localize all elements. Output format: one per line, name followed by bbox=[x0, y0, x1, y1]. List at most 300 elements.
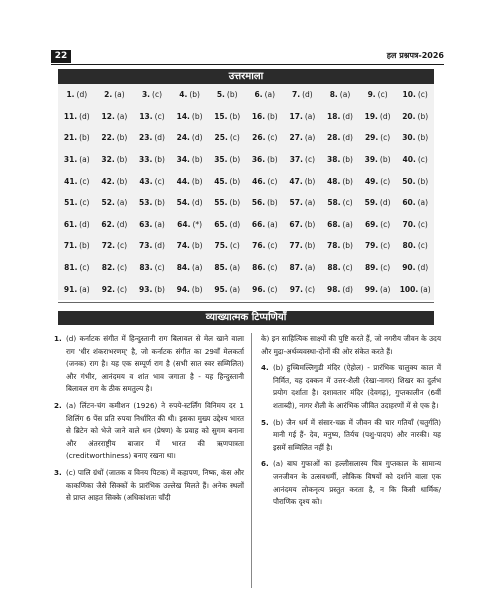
answer-option: (a) bbox=[264, 90, 276, 100]
column-divider bbox=[251, 333, 252, 588]
note-number: 4. bbox=[261, 363, 269, 373]
answer-option: (c) bbox=[152, 90, 163, 100]
answer-number: 72. bbox=[101, 241, 116, 251]
answer-option: (d) bbox=[79, 111, 90, 121]
answer-number: 15. bbox=[214, 111, 228, 121]
answer-item bbox=[321, 149, 359, 171]
answer-item bbox=[58, 84, 96, 106]
note-item bbox=[54, 400, 244, 463]
answer-key-grid bbox=[58, 84, 434, 300]
answer-item bbox=[96, 149, 134, 171]
answer-item bbox=[133, 257, 171, 279]
answer-item bbox=[321, 192, 359, 214]
answer-number: 33. bbox=[139, 155, 153, 165]
answer-number: 20. bbox=[402, 111, 416, 121]
answer-option: (b) bbox=[304, 241, 316, 251]
note-text: (b) हुच्चिमल्लिगुडी मंदिर (ऐहोल) - प्रारंभिक चालुक्य काल में निर्मित, यह दक्कन में उत्तर-शैली (रेखा-नागर) शिखर का दुर्लभ प्रयोग दर्शाता है। दशावतार मंदिर (देवगढ़), गुप्तकालीन (6वीं शताब्दी), नागर शैली के आरंभिक जीवित उदाहरणों में से एक है। bbox=[273, 363, 441, 410]
answer-option: (a) bbox=[304, 133, 316, 143]
answer-number: 31. bbox=[63, 155, 78, 165]
answer-item bbox=[58, 278, 96, 300]
answer-item bbox=[96, 170, 134, 192]
answer-option: (c) bbox=[305, 155, 316, 165]
answer-number: 45. bbox=[214, 176, 228, 186]
answer-item bbox=[133, 170, 171, 192]
answer-option: (b) bbox=[267, 155, 278, 165]
answer-number: 9. bbox=[367, 90, 376, 100]
answer-number: 50. bbox=[402, 176, 416, 186]
answer-option: (b) bbox=[229, 155, 241, 165]
answer-number: 46. bbox=[252, 176, 266, 186]
answer-item bbox=[58, 214, 96, 236]
answer-item bbox=[321, 235, 359, 257]
answer-option: (c) bbox=[380, 241, 391, 251]
answer-key-title: उत्तरमाला bbox=[58, 69, 434, 84]
answer-item bbox=[359, 149, 397, 171]
answer-item bbox=[246, 257, 284, 279]
answer-option: (c) bbox=[342, 263, 353, 273]
answer-item bbox=[133, 235, 171, 257]
answer-item bbox=[246, 170, 284, 192]
answer-number: 83. bbox=[139, 263, 153, 273]
answer-item bbox=[208, 127, 246, 149]
answer-option: (b) bbox=[267, 111, 278, 121]
answer-number: 69. bbox=[364, 219, 379, 229]
answer-number: 68. bbox=[327, 219, 341, 229]
running-header: हल प्रश्नपत्र-2026 bbox=[386, 51, 444, 60]
note-text: (d) कर्नाटक संगीत में हिन्दुस्तानी राग बिलावल से मेल खाने वाला राग 'धीर शंकराभरणम्' है, जो कर्नाटक संगीत का 29वाँ मेलकर्ता (जनक) राग है। यह एक सम्पूर्ण राग है (सभी सात स्वर सम्मिलित) और गंभीर, आनंदमय व शांत भाव जगाता है - यह हिन्दुस्तानी बिलावल राग के ठीक समतुल्य है। bbox=[66, 334, 244, 394]
answer-option: (c) bbox=[117, 241, 128, 251]
answer-item bbox=[133, 127, 171, 149]
answer-item bbox=[359, 235, 397, 257]
answer-option: (c) bbox=[117, 263, 128, 273]
answer-option: (b) bbox=[116, 155, 128, 165]
answer-option: (a) bbox=[79, 284, 90, 294]
answer-option: (b) bbox=[229, 198, 241, 208]
answer-item bbox=[171, 106, 209, 128]
answer-item bbox=[396, 149, 434, 171]
notes-title: व्याख्यात्मक टिप्पणियाँ bbox=[58, 311, 434, 325]
answer-option: (b) bbox=[417, 133, 429, 143]
note-text: (a) लिंटन-चंग कमीशन (1926) ने रुपये-स्टर्लिंग विनिमय दर 1 शिलिंग 6 पेंस प्रति रुपया निर्धारित की थी। इसका मुख्य उद्देश्य भारत से ब्रिटेन को भेजे जाने वाले धन (प्रेषण) के प्रवाह को सुगम बनाना और अंतरराष्ट्रीय बाजार में भारत की ऋणपात्रता (creditworthiness) बनाए रखना था। bbox=[66, 400, 244, 461]
answer-item bbox=[396, 106, 434, 128]
answer-option: (c) bbox=[154, 111, 165, 121]
answer-option: (d) bbox=[116, 219, 128, 229]
answer-option: (a) bbox=[342, 219, 353, 229]
answer-option: (a) bbox=[417, 198, 429, 208]
answer-item bbox=[284, 278, 322, 300]
note-text: (a) बाघ गुफाओं का हल्लीसलास्य चित्र गुप्तकाल के सामान्य जनजीवन के उत्सवधर्मी, लौकिक विषयों को दर्शाने वाला एक आनंदमय लोकनृत्य प्रस्तुत करता है, न कि किसी धार्मिक/पौराणिक दृश्य को। bbox=[273, 459, 441, 507]
answer-option: (c) bbox=[79, 176, 90, 186]
answer-option: (b) bbox=[191, 176, 203, 186]
answer-item bbox=[96, 127, 134, 149]
answer-item bbox=[133, 84, 171, 106]
answer-item bbox=[171, 278, 209, 300]
answer-option: (b) bbox=[116, 133, 128, 143]
answer-option: (d) bbox=[79, 219, 90, 229]
answer-option: (d) bbox=[302, 90, 313, 100]
answer-option: (c) bbox=[117, 284, 128, 294]
answer-option: (c) bbox=[79, 263, 90, 273]
note-item bbox=[54, 467, 244, 505]
answer-option: (d) bbox=[379, 198, 391, 208]
answer-item bbox=[171, 257, 209, 279]
answer-number: 80. bbox=[402, 241, 416, 251]
answer-number: 52. bbox=[101, 198, 115, 208]
answer-item bbox=[321, 257, 359, 279]
answer-number: 29. bbox=[364, 133, 379, 143]
answer-option: (a) bbox=[339, 90, 351, 100]
answer-option: (b) bbox=[79, 241, 90, 251]
answer-number: 75. bbox=[214, 241, 228, 251]
answer-number: 95. bbox=[214, 284, 228, 294]
answer-item bbox=[246, 278, 284, 300]
answer-number: 53. bbox=[139, 198, 153, 208]
answer-item bbox=[246, 192, 284, 214]
answer-item bbox=[321, 170, 359, 192]
answer-item bbox=[359, 84, 397, 106]
answer-option: (b) bbox=[417, 176, 429, 186]
answer-item bbox=[96, 84, 134, 106]
answer-option: (b) bbox=[189, 90, 200, 100]
answer-number: 89. bbox=[364, 263, 379, 273]
answer-number: 34. bbox=[176, 155, 190, 165]
answer-option: (b) bbox=[116, 176, 128, 186]
answer-number: 41. bbox=[64, 176, 78, 186]
answer-item bbox=[284, 149, 322, 171]
answer-item bbox=[284, 257, 322, 279]
note-text: (c) पालि ग्रंथों (जातक व विनय पिटक) में कहापण, निष्क, कंस और काकणिका जैसे सिक्कों के प्रारंभिक उल्लेख मिलते हैं। अनेक स्थलों से प्राप्त आहत सिक्के (अधिकांशतः चाँदी bbox=[66, 467, 244, 503]
header-rule bbox=[51, 64, 444, 65]
answer-number: 26. bbox=[252, 133, 266, 143]
answer-option: (b) bbox=[191, 155, 203, 165]
answer-option: (b) bbox=[229, 176, 241, 186]
answer-number: 28. bbox=[327, 133, 341, 143]
note-item bbox=[261, 458, 441, 508]
answer-option: (c) bbox=[267, 133, 278, 143]
answer-number: 38. bbox=[327, 155, 341, 165]
answer-number: 63. bbox=[139, 219, 153, 229]
answer-option: (c) bbox=[377, 90, 388, 100]
answer-item bbox=[359, 192, 397, 214]
answer-option: (b) bbox=[379, 155, 391, 165]
answer-item bbox=[208, 170, 246, 192]
answer-item bbox=[208, 106, 246, 128]
answer-number: 6. bbox=[254, 90, 263, 100]
answer-option: (a) bbox=[114, 90, 125, 100]
answer-option: (a) bbox=[304, 263, 316, 273]
answer-number: 22. bbox=[101, 133, 115, 143]
answer-option: (c) bbox=[417, 241, 428, 251]
answer-item bbox=[96, 192, 134, 214]
answer-number: 81. bbox=[64, 263, 78, 273]
note-item bbox=[261, 417, 441, 455]
answer-number: 86. bbox=[252, 263, 266, 273]
answer-option: (d) bbox=[154, 241, 165, 251]
answer-number: 36. bbox=[251, 155, 266, 165]
answer-option: (a) bbox=[79, 155, 90, 165]
answer-item bbox=[396, 278, 434, 300]
answer-item bbox=[58, 170, 96, 192]
answer-number: 42. bbox=[101, 176, 115, 186]
answer-item bbox=[171, 192, 209, 214]
answer-item bbox=[396, 84, 434, 106]
answer-option: (c) bbox=[380, 176, 391, 186]
answer-item bbox=[171, 127, 209, 149]
answer-item bbox=[96, 235, 134, 257]
answer-item bbox=[133, 106, 171, 128]
answer-option: (b) bbox=[154, 284, 165, 294]
answer-item bbox=[171, 170, 209, 192]
answer-option: (c) bbox=[380, 263, 391, 273]
answer-option: (b) bbox=[79, 133, 90, 143]
answer-number: 18. bbox=[327, 111, 341, 121]
answer-number: 88. bbox=[327, 263, 341, 273]
answer-number: 98. bbox=[327, 284, 341, 294]
answer-item bbox=[396, 235, 434, 257]
answer-item bbox=[396, 127, 434, 149]
answer-option: (d) bbox=[342, 111, 353, 121]
answer-number: 76. bbox=[252, 241, 266, 251]
answer-option: (c) bbox=[380, 133, 391, 143]
answer-item bbox=[208, 84, 246, 106]
answer-option: (c) bbox=[154, 176, 165, 186]
answer-number: 65. bbox=[214, 219, 228, 229]
answer-number: 11. bbox=[63, 111, 78, 121]
answer-number: 55. bbox=[214, 198, 228, 208]
answer-number: 77. bbox=[289, 241, 303, 251]
note-number: 1. bbox=[54, 334, 62, 343]
answer-number: 14. bbox=[176, 111, 190, 121]
answer-item bbox=[58, 149, 96, 171]
answer-number: 67. bbox=[289, 219, 303, 229]
answer-number: 74. bbox=[176, 241, 190, 251]
answer-option: (a) bbox=[380, 284, 391, 294]
answer-option: (c) bbox=[229, 133, 240, 143]
answer-item bbox=[208, 235, 246, 257]
answer-item bbox=[58, 257, 96, 279]
answer-item bbox=[133, 149, 171, 171]
answer-item bbox=[246, 84, 284, 106]
note-continuation bbox=[261, 333, 441, 358]
answer-option: (b) bbox=[191, 241, 203, 251]
answer-number: 49. bbox=[364, 176, 379, 186]
answer-option: (c) bbox=[305, 284, 316, 294]
answer-option: (a) bbox=[420, 284, 431, 294]
answer-number: 27. bbox=[289, 133, 303, 143]
answer-item bbox=[208, 214, 246, 236]
answer-option: (*) bbox=[192, 219, 203, 229]
answer-number: 23. bbox=[139, 133, 153, 143]
answer-option: (c) bbox=[267, 241, 278, 251]
answer-item bbox=[396, 214, 434, 236]
answer-option: (c) bbox=[229, 241, 240, 251]
answer-number: 93. bbox=[139, 284, 153, 294]
answer-item bbox=[58, 127, 96, 149]
answer-option: (d) bbox=[191, 133, 203, 143]
answer-number: 59. bbox=[364, 198, 378, 208]
answer-item bbox=[321, 127, 359, 149]
answer-number: 17. bbox=[289, 111, 303, 121]
answer-number: 30. bbox=[402, 133, 416, 143]
answer-item bbox=[284, 170, 322, 192]
answer-item bbox=[359, 127, 397, 149]
answer-item bbox=[208, 257, 246, 279]
notes-right-column bbox=[261, 333, 441, 513]
answer-option: (b) bbox=[417, 111, 429, 121]
answer-option: (d) bbox=[229, 219, 241, 229]
answer-number: 25. bbox=[214, 133, 228, 143]
answer-number: 84. bbox=[176, 263, 191, 273]
answer-number: 2. bbox=[104, 90, 113, 100]
note-item bbox=[54, 333, 244, 396]
answer-item bbox=[246, 235, 284, 257]
answer-option: (a) bbox=[116, 198, 128, 208]
answer-number: 43. bbox=[139, 176, 153, 186]
answer-item bbox=[246, 106, 284, 128]
answer-option: (d) bbox=[191, 198, 203, 208]
answer-item bbox=[96, 214, 134, 236]
note-item bbox=[261, 362, 441, 412]
answer-item bbox=[171, 149, 209, 171]
answer-number: 32. bbox=[101, 155, 115, 165]
answer-option: (b) bbox=[229, 111, 241, 121]
answer-item bbox=[171, 235, 209, 257]
answer-option: (c) bbox=[267, 263, 278, 273]
answer-number: 16. bbox=[251, 111, 266, 121]
answer-option: (b) bbox=[342, 155, 353, 165]
answer-number: 79. bbox=[364, 241, 379, 251]
answer-option: (d) bbox=[342, 284, 353, 294]
answer-item bbox=[171, 84, 209, 106]
answer-item bbox=[96, 106, 134, 128]
answer-option: (b) bbox=[267, 198, 278, 208]
note-number: 2. bbox=[54, 400, 62, 410]
answer-number: 58. bbox=[327, 198, 341, 208]
answer-option: (d) bbox=[379, 111, 391, 121]
answer-number: 8. bbox=[329, 90, 338, 100]
page-number: 22 bbox=[51, 50, 71, 63]
answer-item bbox=[208, 278, 246, 300]
answer-item bbox=[359, 106, 397, 128]
answer-item bbox=[246, 214, 284, 236]
answer-item bbox=[58, 235, 96, 257]
answer-key-rule bbox=[58, 302, 434, 303]
answer-number: 39. bbox=[364, 155, 378, 165]
answer-item bbox=[284, 106, 322, 128]
answer-number: 3. bbox=[141, 90, 151, 100]
answer-number: 96. bbox=[252, 284, 266, 294]
answer-number: 44. bbox=[176, 176, 190, 186]
answer-number: 97. bbox=[289, 284, 304, 294]
answer-option: (d) bbox=[76, 90, 88, 100]
answer-number: 73. bbox=[139, 241, 153, 251]
answer-item bbox=[96, 278, 134, 300]
answer-item bbox=[359, 214, 397, 236]
answer-item bbox=[208, 149, 246, 171]
answer-option: (a) bbox=[154, 219, 165, 229]
answer-option: (b) bbox=[342, 176, 353, 186]
answer-number: 61. bbox=[63, 219, 78, 229]
answer-option: (b) bbox=[304, 219, 316, 229]
answer-number: 40. bbox=[402, 155, 416, 165]
answer-number: 5. bbox=[216, 90, 225, 100]
answer-option: (c) bbox=[267, 284, 278, 294]
answer-item bbox=[396, 170, 434, 192]
answer-item bbox=[58, 192, 96, 214]
answer-option: (c) bbox=[417, 219, 428, 229]
answer-number: 7. bbox=[292, 90, 301, 100]
answer-option: (a) bbox=[192, 263, 203, 273]
answer-option: (c) bbox=[79, 198, 90, 208]
answer-option: (c) bbox=[342, 198, 353, 208]
answer-option: (b) bbox=[304, 176, 316, 186]
answer-option: (a) bbox=[229, 263, 241, 273]
answer-item bbox=[321, 214, 359, 236]
answer-item bbox=[321, 278, 359, 300]
answer-option: (b) bbox=[226, 90, 238, 100]
answer-option: (a) bbox=[304, 111, 316, 121]
answer-item bbox=[171, 214, 209, 236]
answer-item bbox=[96, 257, 134, 279]
answer-option: (b) bbox=[342, 241, 353, 251]
answer-number: 35. bbox=[214, 155, 228, 165]
note-text: (b) जैन धर्म में संसार-चक्र में जीवन की चार गतियाँ (चतुर्गति) मानी गई हैं- देव, मनुष्य, तिर्यच (पशु-पादप) और नारकी। यह इसमें सम्मिलित नहीं है। bbox=[273, 417, 441, 452]
answer-item bbox=[359, 278, 397, 300]
answer-number: 78. bbox=[327, 241, 341, 251]
answer-option: (d) bbox=[342, 133, 353, 143]
answer-option: (d) bbox=[417, 263, 429, 273]
answer-number: 19. bbox=[364, 111, 378, 121]
answer-number: 1. bbox=[66, 90, 75, 100]
answer-option: (c) bbox=[380, 219, 391, 229]
answer-item bbox=[133, 214, 171, 236]
answer-option: (c) bbox=[417, 90, 428, 100]
answer-item bbox=[396, 257, 434, 279]
answer-item bbox=[58, 106, 96, 128]
answer-number: 10. bbox=[402, 90, 416, 100]
answer-number: 48. bbox=[327, 176, 341, 186]
answer-number: 60. bbox=[402, 198, 416, 208]
answer-number: 47. bbox=[289, 176, 303, 186]
answer-number: 70. bbox=[402, 219, 416, 229]
answer-number: 21. bbox=[63, 133, 78, 143]
answer-number: 24. bbox=[176, 133, 190, 143]
answer-item bbox=[284, 214, 322, 236]
note-text: के) इन साहित्यिक साक्ष्यों की पुष्टि करते हैं, जो नगरीय जीवन के उदय और मुद्रा-अर्थव्यवस्था-दोनों की ओर संकेत करते हैं। bbox=[261, 334, 441, 356]
answer-option: (d) bbox=[154, 133, 165, 143]
answer-option: (a) bbox=[229, 284, 241, 294]
answer-item bbox=[284, 192, 322, 214]
note-number: 3. bbox=[54, 467, 62, 477]
answer-number: 66. bbox=[251, 219, 266, 229]
answer-item bbox=[321, 84, 359, 106]
answer-option: (b) bbox=[191, 284, 203, 294]
answer-number: 4. bbox=[179, 90, 188, 100]
answer-option: (c) bbox=[417, 155, 428, 165]
answer-item bbox=[133, 278, 171, 300]
note-number: 6. bbox=[261, 459, 269, 469]
answer-item bbox=[208, 192, 246, 214]
answer-number: 99. bbox=[364, 284, 379, 294]
answer-option: (a) bbox=[304, 198, 316, 208]
answer-number: 62. bbox=[101, 219, 115, 229]
answer-option: (c) bbox=[267, 176, 278, 186]
answer-item bbox=[246, 127, 284, 149]
answer-option: (a) bbox=[116, 111, 128, 121]
answer-number: 92. bbox=[101, 284, 116, 294]
note-number: 5. bbox=[261, 417, 269, 427]
answer-item bbox=[133, 192, 171, 214]
